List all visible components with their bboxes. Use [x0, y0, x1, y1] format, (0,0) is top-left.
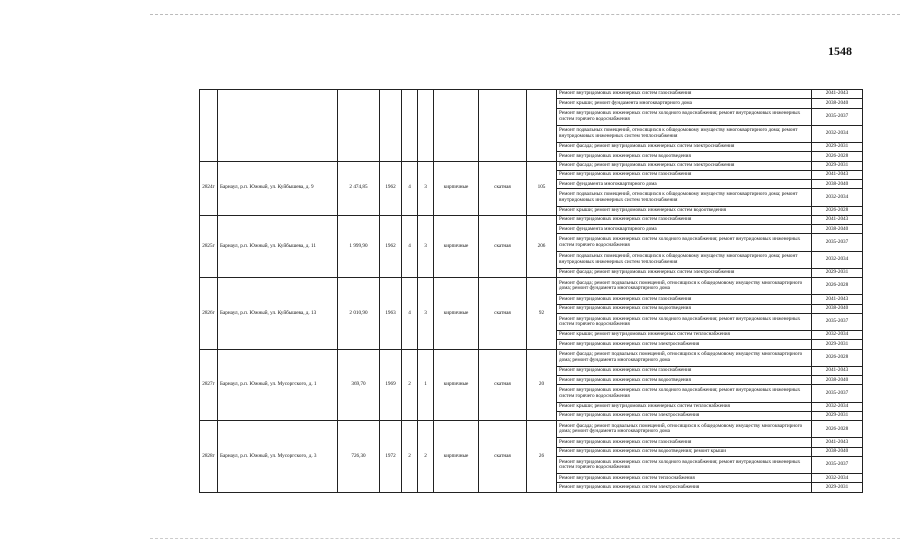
residents-cell: 105 [527, 161, 557, 215]
repair-period-cell: 2032-2034 [812, 125, 863, 142]
repair-work-cell: Ремонт внутридомовых инженерных систем холодного водоснабжения; ремонт внутридомовых инженерных систем горячего водоснабжения [557, 313, 812, 330]
repair-period-cell: 2041-2043 [812, 438, 863, 447]
repair-work-cell: Ремонт крыши; ремонт внутридомовых инженерных систем теплоснабжения [557, 331, 812, 340]
repair-work-cell: Ремонт внутридомовых инженерных систем водоотведения [557, 376, 812, 385]
repair-work-cell: Ремонт внутридомовых инженерных систем холодного водоснабжения; ремонт внутридомовых инженерных систем горячего водоснабжения [557, 234, 812, 251]
repair-work-cell: Ремонт внутридомовых инженерных систем газоснабжения [557, 90, 812, 99]
floors-cell: 4 [402, 161, 418, 215]
repair-work-cell: Ремонт внутридомовых инженерных систем газоснабжения [557, 170, 812, 179]
area-cell: 2 010,90 [338, 278, 380, 350]
address-cell: Барнаул, р.п. Южный, ул. Куйбышева, д. 11 [218, 215, 338, 277]
repair-work-cell: Ремонт внутридомовых инженерных систем водоотведения [557, 152, 812, 161]
floors-cell: 2 [402, 421, 418, 493]
repair-period-cell: 2041-2043 [812, 366, 863, 375]
roof-type-cell: скатная [479, 215, 527, 277]
roof-type-cell: скатная [479, 278, 527, 350]
repair-work-cell: Ремонт крыши; ремонт фундамента многоквартирного дома [557, 99, 812, 108]
floors-cell [402, 90, 418, 162]
entrances-cell [418, 90, 434, 162]
repair-work-cell: Ремонт фасада; ремонт внутридомовых инженерных систем электроснабжения [557, 161, 812, 170]
scan-edge-top [150, 14, 900, 15]
repair-work-cell: Ремонт внутридомовых инженерных систем холодного водоснабжения; ремонт внутридомовых инженерных систем горячего водоснабжения [557, 456, 812, 473]
repair-period-cell: 2032-2034 [812, 251, 863, 268]
table-body [200, 90, 863, 493]
repair-period-cell: 2029-2031 [812, 411, 863, 420]
wall-material-cell: кирпичные [434, 421, 479, 493]
entrances-cell: 3 [418, 278, 434, 350]
repair-work-cell: Ремонт крыши; ремонт внутридомовых инженерных систем теплоснабжения [557, 402, 812, 411]
house-number-cell: 2825г [200, 215, 218, 277]
repair-period-cell: 2026-2028 [812, 421, 863, 438]
roof-type-cell: скатная [479, 421, 527, 493]
wall-material-cell: кирпичные [434, 349, 479, 421]
year-cell: 1972 [380, 421, 402, 493]
repair-work-cell: Ремонт внутридомовых инженерных систем электроснабжения [557, 483, 812, 493]
year-cell: 1963 [380, 278, 402, 350]
repair-period-cell: 2035-2037 [812, 108, 863, 125]
roof-type-cell: скатная [479, 349, 527, 421]
entrances-cell: 3 [418, 215, 434, 277]
repair-work-cell: Ремонт внутридомовых инженерных систем газоснабжения [557, 215, 812, 224]
repair-period-cell: 2038-2040 [812, 447, 863, 456]
floors-cell: 2 [402, 349, 418, 421]
wall-material-cell: кирпичные [434, 278, 479, 350]
repair-work-cell: Ремонт фасада; ремонт подвальных помещений, относящихся к общедомовому имуществу многоквартирного дома; ремонт фундамента многоквартирного дома [557, 278, 812, 295]
repair-work-cell: Ремонт фасада; ремонт подвальных помещений, относящихся к общедомовому имуществу многоквартирного дома; ремонт фундамента многоквартирного дома [557, 349, 812, 366]
wall-material-cell [434, 90, 479, 162]
floors-cell: 4 [402, 215, 418, 277]
floors-cell: 4 [402, 278, 418, 350]
residents-cell [527, 90, 557, 162]
repair-work-cell: Ремонт фасада; ремонт внутридомовых инженерных систем электроснабжения [557, 142, 812, 151]
house-number-cell: 2824г [200, 161, 218, 215]
table-row [200, 278, 863, 295]
repair-work-cell: Ремонт подвальных помещений, относящихся к общедомовому имуществу многоквартирного дома; ремонт внутридомовых инженерных систем теплоснабжения [557, 125, 812, 142]
repair-period-cell: 2038-2040 [812, 180, 863, 189]
repair-period-cell: 2029-2031 [812, 483, 863, 493]
address-cell [218, 90, 338, 162]
repair-period-cell: 2035-2037 [812, 385, 863, 402]
repair-period-cell: 2038-2040 [812, 225, 863, 234]
repair-work-cell: Ремонт фундамента многоквартирного дома [557, 225, 812, 234]
wall-material-cell: кирпичные [434, 161, 479, 215]
repair-period-cell: 2041-2043 [812, 170, 863, 179]
entrances-cell: 1 [418, 349, 434, 421]
repair-period-cell: 2026-2028 [812, 349, 863, 366]
repair-period-cell: 2026-2028 [812, 278, 863, 295]
year-cell: 1969 [380, 349, 402, 421]
area-cell [338, 90, 380, 162]
wall-material-cell: кирпичные [434, 215, 479, 277]
repair-work-cell: Ремонт фундамента многоквартирного дома [557, 180, 812, 189]
repair-work-cell: Ремонт внутридомовых инженерных систем газоснабжения [557, 295, 812, 304]
table-row [200, 215, 863, 224]
repair-period-cell: 2026-2028 [812, 206, 863, 215]
repair-period-cell: 2029-2031 [812, 142, 863, 151]
residents-cell: 92 [527, 278, 557, 350]
residents-cell: 20 [527, 349, 557, 421]
repair-period-cell: 2035-2037 [812, 234, 863, 251]
area-cell: 1 999,90 [338, 215, 380, 277]
repair-work-cell: Ремонт внутридомовых инженерных систем газоснабжения [557, 366, 812, 375]
repair-period-cell: 2038-2040 [812, 304, 863, 313]
area-cell: 726,30 [338, 421, 380, 493]
address-cell: Барнаул, р.п. Южный, ул. Куйбышева, д. 13 [218, 278, 338, 350]
address-cell: Барнаул, р.п. Южный, ул. Мусоргского, д. 1 [218, 349, 338, 421]
address-cell: Барнаул, р.п. Южный, ул. Мусоргского, д. 3 [218, 421, 338, 493]
table-row [200, 90, 863, 99]
area-cell: 2 474,85 [338, 161, 380, 215]
table-row [200, 421, 863, 438]
roof-type-cell: скатная [479, 161, 527, 215]
repair-period-cell: 2041-2043 [812, 90, 863, 99]
repair-period-cell: 2038-2040 [812, 99, 863, 108]
year-cell [380, 90, 402, 162]
repair-work-cell: Ремонт внутридомовых инженерных систем газоснабжения [557, 438, 812, 447]
address-cell: Барнаул, р.п. Южный, ул. Куйбышева, д. 9 [218, 161, 338, 215]
area-cell: 369,70 [338, 349, 380, 421]
repair-period-cell: 2035-2037 [812, 313, 863, 330]
repair-work-cell: Ремонт внутридомовых инженерных систем холодного водоснабжения; ремонт внутридомовых инженерных систем горячего водоснабжения [557, 385, 812, 402]
house-number-cell: 2827г [200, 349, 218, 421]
repair-work-cell: Ремонт крыши; ремонт внутридомовых инженерных систем водоотведения [557, 206, 812, 215]
roof-type-cell [479, 90, 527, 162]
page-number: 1548 [828, 44, 852, 58]
repair-work-cell: Ремонт внутридомовых инженерных систем водоотведения [557, 304, 812, 313]
repair-period-cell: 2032-2034 [812, 331, 863, 340]
repair-period-cell: 2032-2034 [812, 474, 863, 483]
house-number-cell: 2828г [200, 421, 218, 493]
year-cell: 1962 [380, 215, 402, 277]
repair-work-cell: Ремонт фасада; ремонт подвальных помещений, относящихся к общедомовому имуществу многоквартирного дома; ремонт фундамента многоквартирного дома [557, 421, 812, 438]
residents-cell: 26 [527, 421, 557, 493]
repair-work-cell: Ремонт внутридомовых инженерных систем водоотведения; ремонт крыши [557, 447, 812, 456]
repair-period-cell: 2035-2037 [812, 456, 863, 473]
repair-period-cell: 2029-2031 [812, 161, 863, 170]
residents-cell: 206 [527, 215, 557, 277]
repair-work-cell: Ремонт внутридомовых инженерных систем электроснабжения [557, 411, 812, 420]
repair-period-cell: 2026-2028 [812, 152, 863, 161]
repair-period-cell: 2041-2043 [812, 215, 863, 224]
repair-work-cell: Ремонт внутридомовых инженерных систем теплоснабжения [557, 474, 812, 483]
scan-edge-bottom [150, 538, 900, 539]
repair-period-cell: 2032-2034 [812, 189, 863, 206]
repair-work-cell: Ремонт внутридомовых инженерных систем электроснабжения [557, 340, 812, 349]
house-number-cell: 2826г [200, 278, 218, 350]
table-row [200, 349, 863, 366]
entrances-cell: 2 [418, 421, 434, 493]
repair-period-cell: 2029-2031 [812, 268, 863, 277]
year-cell: 1962 [380, 161, 402, 215]
repair-work-cell: Ремонт подвальных помещений, относящихся к общедомовому имуществу многоквартирного дома; ремонт внутридомовых инженерных систем теплоснабжения [557, 189, 812, 206]
entrances-cell: 3 [418, 161, 434, 215]
repair-period-cell: 2032-2034 [812, 402, 863, 411]
house-number-cell [200, 90, 218, 162]
repair-work-cell: Ремонт подвальных помещений, относящихся к общедомовому имуществу многоквартирного дома; ремонт внутридомовых инженерных систем теплоснабжения [557, 251, 812, 268]
repair-work-cell: Ремонт внутридомовых инженерных систем холодного водоснабжения; ремонт внутридомовых инженерных систем горячего водоснабжения [557, 108, 812, 125]
repair-period-cell: 2041-2043 [812, 295, 863, 304]
repair-period-cell: 2029-2031 [812, 340, 863, 349]
repair-work-cell: Ремонт фасада; ремонт внутридомовых инженерных систем электроснабжения [557, 268, 812, 277]
repair-period-cell: 2038-2040 [812, 376, 863, 385]
table-row [200, 161, 863, 170]
housing-repair-table [199, 89, 863, 493]
